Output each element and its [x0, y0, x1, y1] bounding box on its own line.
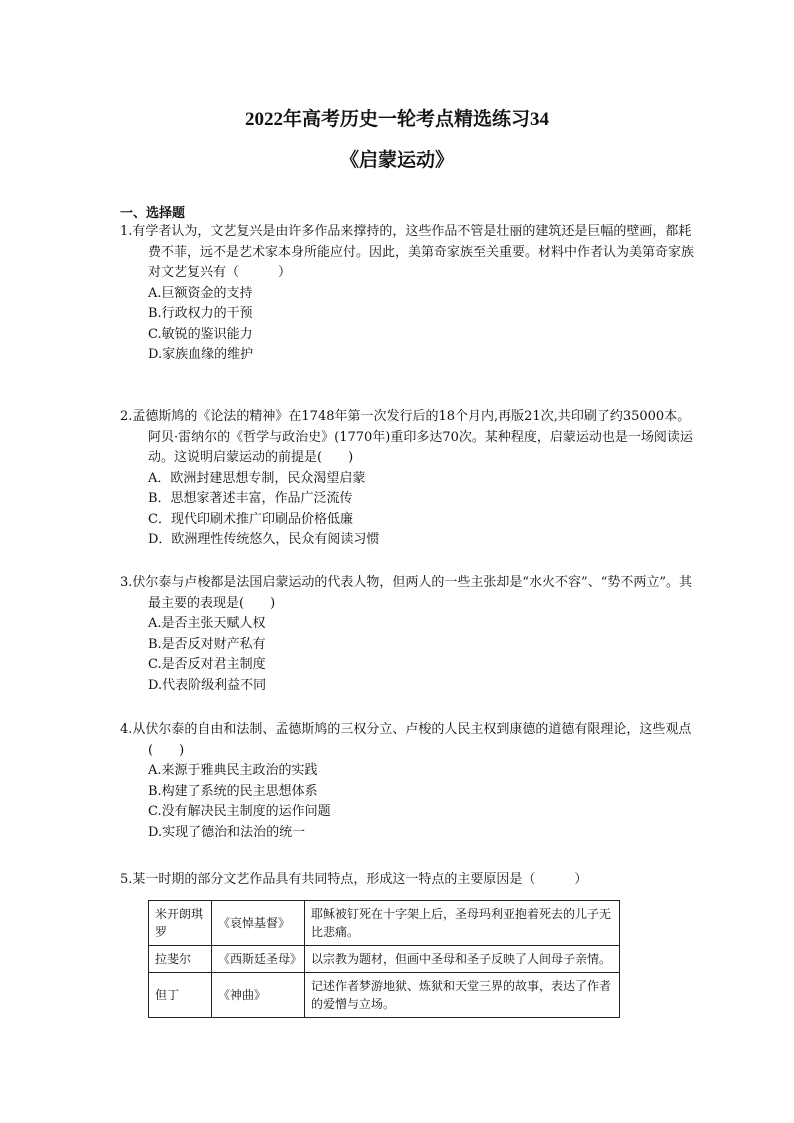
- question-4: [120, 720, 700, 843]
- question-2: [120, 407, 700, 551]
- work-cell: 《神曲》: [212, 973, 305, 1018]
- description-cell: 以宗教为题材，但画中圣母和圣子反映了人间母子亲情。: [305, 946, 620, 973]
- question-3: [120, 573, 700, 696]
- option-d: D.家族血缘的维护: [148, 347, 254, 362]
- question-stem: 3.伏尔泰与卢梭都是法国启蒙运动的代表人物，但两人的一些主张却是“水火不容”、“势不两立”。其最主要的表现是( ): [120, 575, 692, 611]
- option-a: A.是否主张天赋人权: [148, 616, 266, 631]
- option-a: A．欧洲封建思想专制，民众渴望启蒙: [148, 470, 366, 486]
- option-c: C.敏锐的鉴识能力: [148, 326, 253, 342]
- option-d: D.实现了德治和法治的统一: [148, 824, 306, 840]
- table-row: [149, 946, 620, 973]
- question-5: [120, 870, 700, 891]
- author-cell: 但丁: [149, 973, 212, 1018]
- question-1: [120, 222, 700, 366]
- table-row: [149, 901, 620, 946]
- option-d: D．欧洲理性传统悠久，民众有阅读习惯: [148, 532, 380, 547]
- option-c: C.没有解决民主制度的运作问题: [148, 804, 331, 819]
- question-stem: 5.某一时期的部分文艺作品具有共同特点，形成这一特点的主要原因是（ ）: [120, 872, 588, 887]
- option-c: C．现代印刷术推广印刷品价格低廉: [148, 511, 353, 527]
- option-b: B．思想家著述丰富，作品广泛流传: [148, 491, 353, 506]
- work-cell: 《哀悼基督》: [212, 901, 305, 946]
- option-a: A.来源于雅典民主政治的实践: [148, 763, 318, 778]
- description-cell: 耶稣被钉死在十字架上后，圣母玛利亚抱着死去的儿子无比悲痛。: [305, 901, 620, 946]
- option-d: D.代表阶级利益不同: [148, 677, 267, 693]
- option-b: B.行政权力的干预: [148, 306, 253, 321]
- question-stem: 4.从伏尔泰的自由和法制、孟德斯鸠的三权分立、卢梭的人民主权到康德的道德有限理论，这些观点( ): [120, 722, 692, 758]
- page-title: 2022年高考历史一轮考点精选练习34: [244, 109, 549, 130]
- work-cell: 《西斯廷圣母》: [212, 946, 305, 973]
- table-row: [149, 973, 620, 1018]
- option-c: C.是否反对君主制度: [148, 657, 266, 672]
- author-cell: 米开朗琪罗: [149, 901, 212, 946]
- works-table: [148, 900, 620, 1018]
- description-cell: 记述作者梦游地狱、炼狱和天堂三界的故事，表达了作者的爱憎与立场。: [305, 973, 620, 1018]
- question-stem: 1.有学者认为，文艺复兴是由许多作品来撑持的，这些作品不管是壮丽的建筑还是巨幅的壁画，都耗费不菲，远不是艺术家本身所能应付。因此，美第奇家族至关重要。材料中作者认为美第奇家族对文艺复兴有（ ）: [120, 224, 695, 280]
- author-cell: 拉斐尔: [149, 946, 212, 973]
- option-a: A.巨额资金的支持: [148, 285, 253, 301]
- option-b: B.构建了系统的民主思想体系: [148, 783, 318, 799]
- section-heading: 一、选择题: [120, 206, 186, 221]
- option-b: B.是否反对财产私有: [148, 636, 266, 652]
- page-subtitle: 《启蒙运动》: [339, 150, 454, 171]
- question-stem: 2.孟德斯鸠的《论法的精神》在1748年第一次发行后的18个月内,再版21次,共印刷了约35000本。阿贝·雷纳尔的《哲学与政治史》(1770年)重印多达70次。某种程度，启蒙运动也是一场阅读运动。这说明启蒙运动的前提是( ): [120, 409, 693, 465]
